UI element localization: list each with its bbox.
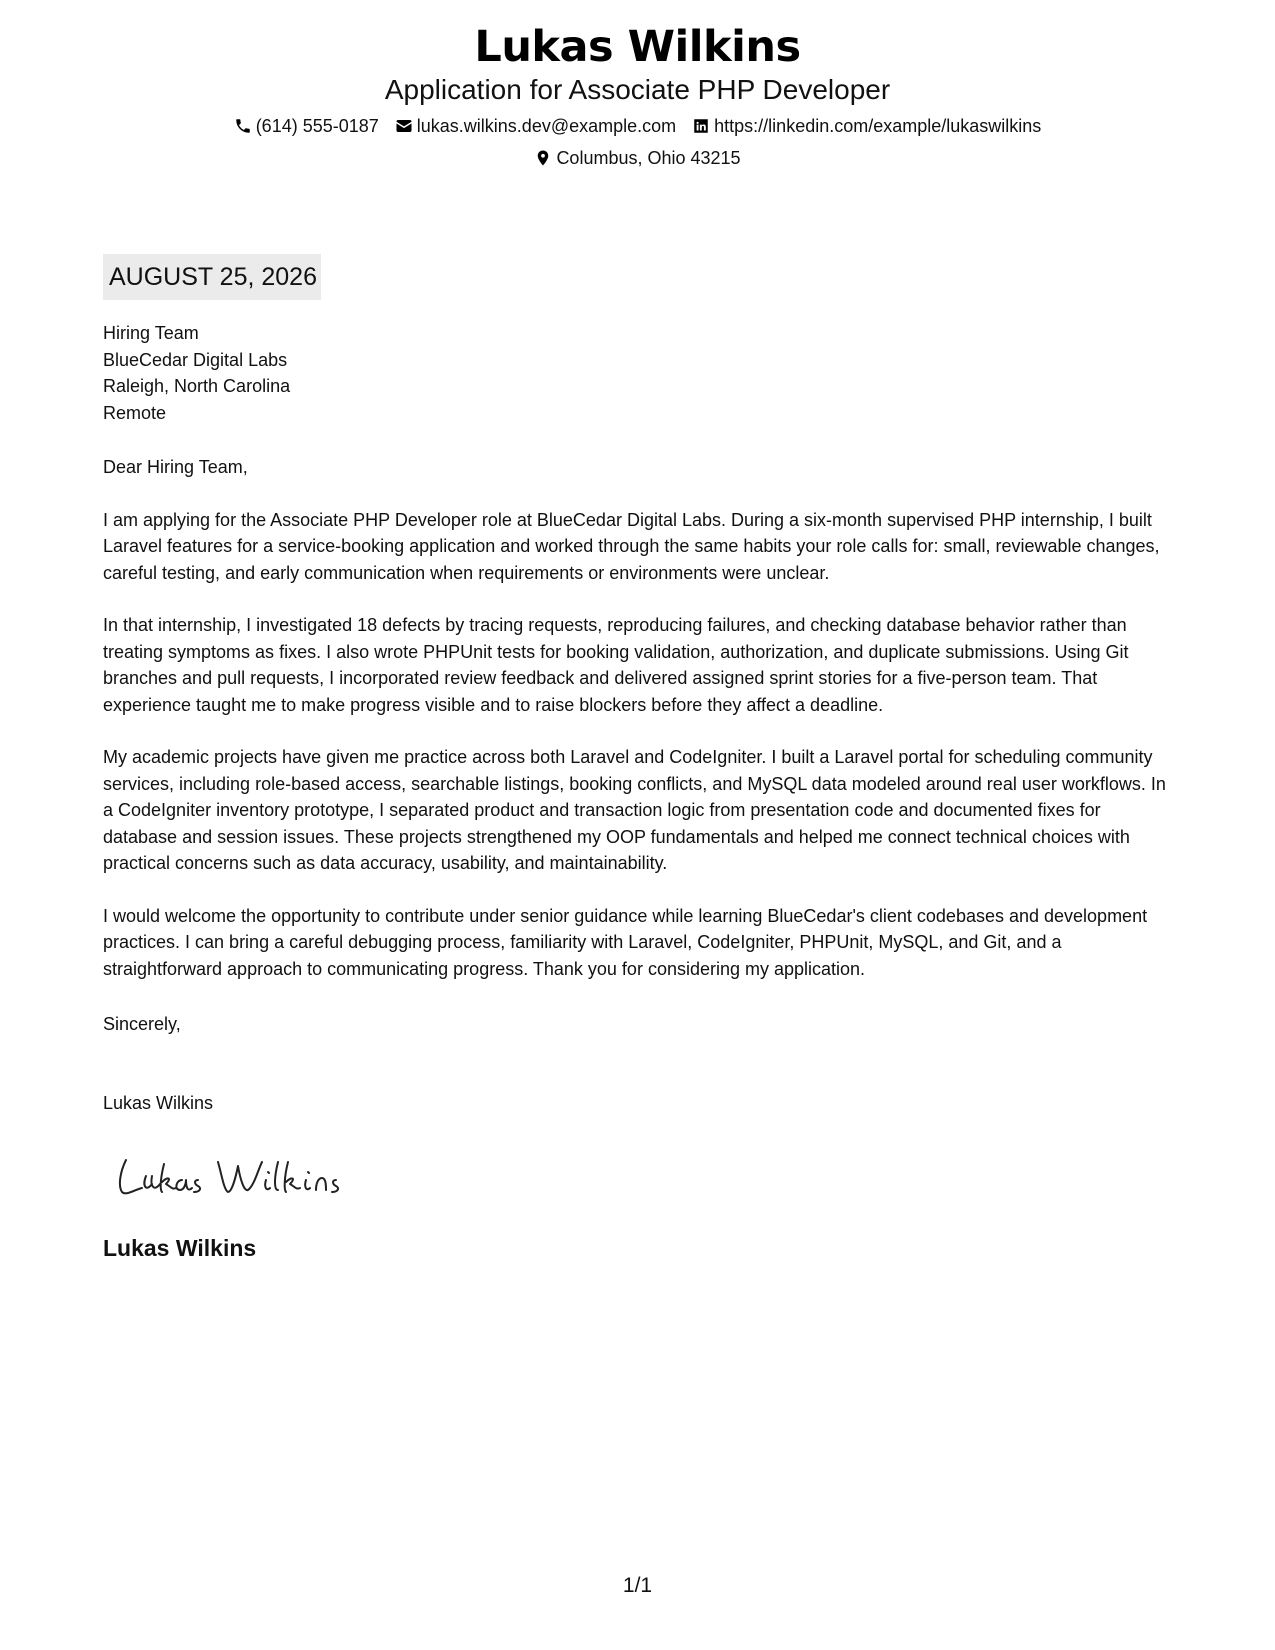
letter-body <box>103 454 1178 1008</box>
letter-date: AUGUST 25, 2026 <box>103 254 321 300</box>
closing: Sincerely, <box>103 1014 181 1034</box>
map-pin-icon <box>534 149 552 167</box>
body-paragraph-3: My academic projects have given me practice across both Laravel and CodeIgniter. I built a Laravel portal for scheduling community services, including role-based access, searchable listings, booking conflicts, and MySQL data modeled around real user workflows. In a CodeIgniter inventory prototype, I separated product and transaction logic from presentation code and documented fixes for database and session issues. These projects strengthened my OOP fundamentals and helped me connect technical choices with practical concerns such as data accuracy, usability, and maintainability. <box>103 747 1166 873</box>
recipient-city: Raleigh, North Carolina <box>103 376 291 396</box>
recipient-name: Hiring Team <box>103 323 199 343</box>
location-contact <box>534 146 740 170</box>
letter-header <box>0 20 1275 170</box>
handwritten-signature <box>112 1146 352 1208</box>
application-title: Application for Associate PHP Developer <box>384 74 891 105</box>
linkedin-icon <box>692 117 710 135</box>
email-address[interactable]: lukas.wilkins.dev@example.com <box>416 116 677 136</box>
phone-contact <box>234 114 379 138</box>
envelope-icon <box>395 117 413 135</box>
recipient-company: BlueCedar Digital Labs <box>103 349 288 370</box>
location-row <box>0 146 1275 170</box>
body-paragraph-1: I am applying for the Associate PHP Developer role at BlueCedar Digital Labs. During a six-month supervised PHP internship, I built Laravel features for a service-booking application and worked through the same habits your role calls for: small, reviewable changes, careful testing, and early communication when requirements or environments were unclear. <box>103 509 1160 583</box>
location-text: Columbus, Ohio 43215 <box>556 148 741 168</box>
linkedin-url[interactable]: https://linkedin.com/example/lukaswilkins <box>714 116 1042 136</box>
salutation: Dear Hiring Team, <box>103 457 248 477</box>
typed-name: Lukas Wilkins <box>103 1093 214 1113</box>
page-number: 1/1 <box>622 1574 653 1597</box>
phone-number: (614) 555-0187 <box>255 116 379 136</box>
phone-icon <box>234 117 252 135</box>
linkedin-contact[interactable] <box>692 114 1041 138</box>
signer-name: Lukas Wilkins <box>103 1235 257 1261</box>
recipient-work-mode: Remote <box>103 402 167 423</box>
body-paragraph-4: I would welcome the opportunity to contribute under senior guidance while learning BlueCedar's client codebases and development practices. I can bring a careful debugging process, familiarity with Laravel, CodeIgniter, PHPUnit, MySQL, and Git, and a straightforward approach to communicating progress. Thank you for considering my application. <box>103 905 1148 979</box>
email-contact[interactable] <box>395 114 676 138</box>
applicant-name: Lukas Wilkins <box>474 22 801 72</box>
body-paragraph-2: In that internship, I investigated 18 defects by tracing requests, reproducing failures, and checking database behavior rather than treating symptoms as fixes. I also wrote PHPUnit tests for booking validation, authorization, and duplicate submissions. Using Git branches and pull requests, I incorporated review feedback and delivered assigned sprint stories for a five-person team. That experience taught me to make progress visible and to raise blockers before they affect a deadline. <box>103 615 1129 715</box>
recipient-block <box>103 320 290 426</box>
contact-row <box>0 114 1275 138</box>
